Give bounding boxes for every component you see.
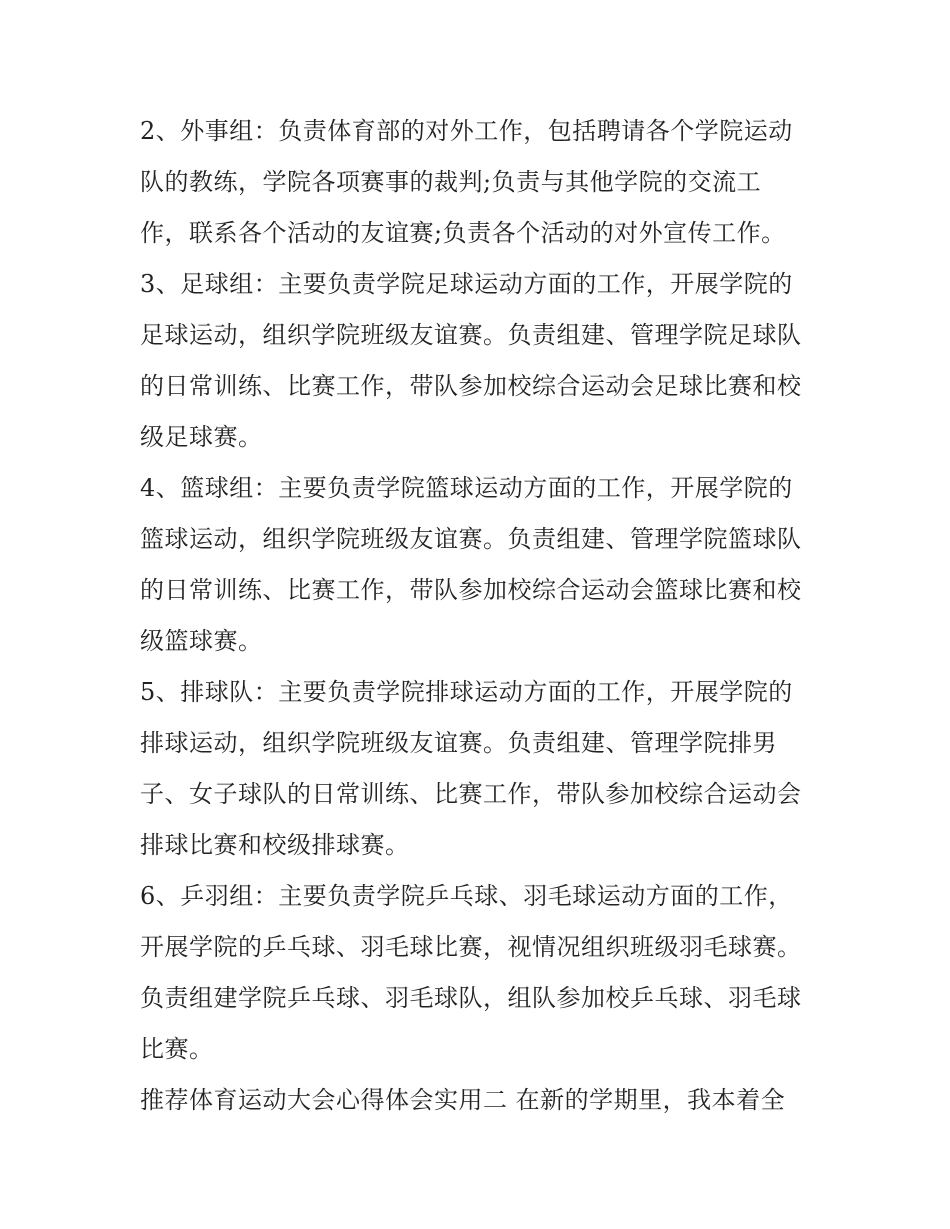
text-line: 2、外事组：负责体育部的对外工作，包括聘请各个学院运动 xyxy=(140,117,793,145)
text-line: 子、女子球队的日常训练、比赛工作，带队参加校综合运动会 xyxy=(140,780,802,808)
text-line: 级足球赛。 xyxy=(140,423,263,451)
document-body xyxy=(140,106,820,1126)
text-line: 比赛。 xyxy=(140,1035,214,1063)
text-line: 排球运动，组织学院班级友谊赛。负责组建、管理学院排男 xyxy=(140,729,777,757)
text-line: 队的教练，学院各项赛事的裁判;负责与其他学院的交流工 xyxy=(140,168,762,196)
text-line: 3、足球组：主要负责学院足球运动方面的工作，开展学院的 xyxy=(140,270,793,298)
text-line: 6、乒羽组：主要负责学院乒乓球、羽毛球运动方面的工作， xyxy=(140,882,793,910)
text-line: 5、排球队：主要负责学院排球运动方面的工作，开展学院的 xyxy=(140,678,793,706)
text-line: 足球运动，组织学院班级友谊赛。负责组建、管理学院足球队 xyxy=(140,321,802,349)
text-line: 4、篮球组：主要负责学院篮球运动方面的工作，开展学院的 xyxy=(140,474,793,502)
text-line: 的日常训练、比赛工作，带队参加校综合运动会足球比赛和校 xyxy=(140,372,802,400)
text-line: 负责组建学院乒乓球、羽毛球队，组队参加校乒乓球、羽毛球 xyxy=(140,984,802,1012)
text-line: 排球比赛和校级排球赛。 xyxy=(140,831,410,859)
text-line: 作，联系各个活动的友谊赛;负责各个活动的对外宣传工作。 xyxy=(140,219,786,247)
text-line: 级篮球赛。 xyxy=(140,627,263,655)
text-line: 开展学院的乒乓球、羽毛球比赛，视情况组织班级羽毛球赛。 xyxy=(140,933,802,961)
text-line: 推荐体育运动大会心得体会实用二 在新的学期里，我本着全 xyxy=(140,1086,786,1114)
text-line: 的日常训练、比赛工作，带队参加校综合运动会篮球比赛和校 xyxy=(140,576,802,604)
text-line: 篮球运动，组织学院班级友谊赛。负责组建、管理学院篮球队 xyxy=(140,525,802,553)
